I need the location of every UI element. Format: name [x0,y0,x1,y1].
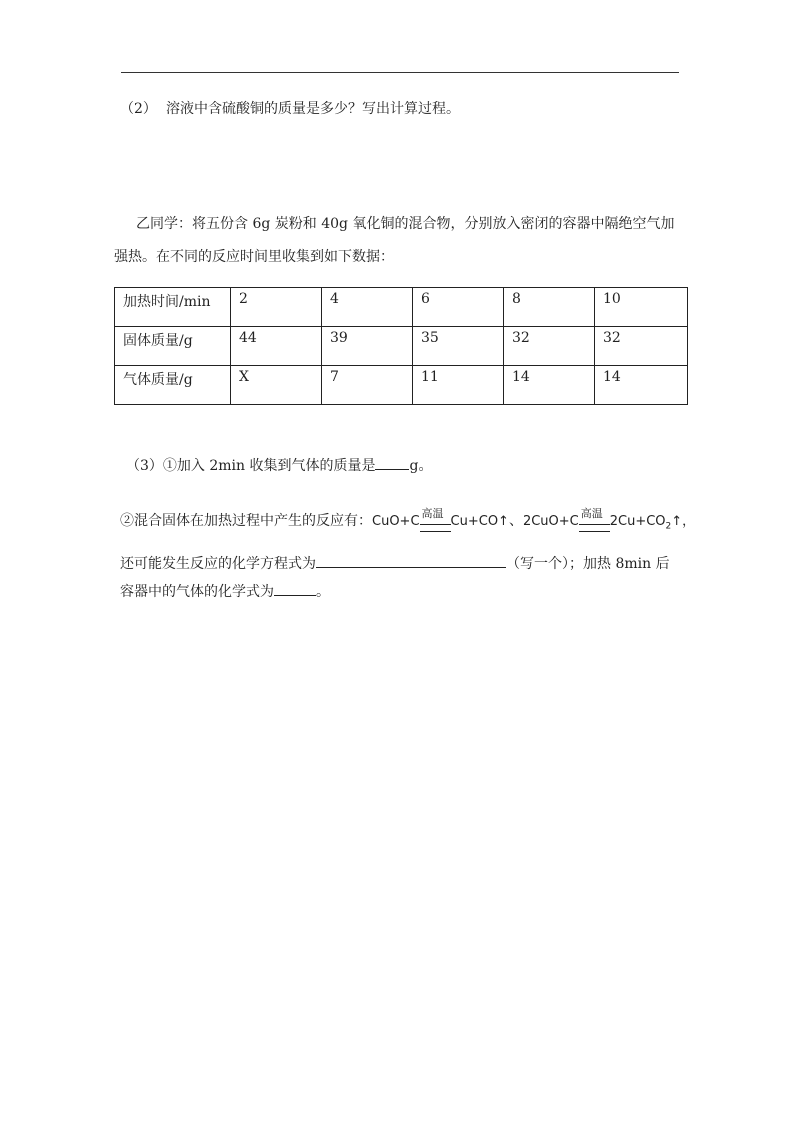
reaction-line [120,506,696,537]
reaction-2-right [609,514,696,532]
question-2-number: （2） [120,101,157,117]
answer-blank-equation[interactable] [316,553,506,568]
table-cell: 32 [595,327,688,366]
table-cell: 39 [322,327,413,366]
table-cell: 35 [413,327,504,366]
answer-blank-formula[interactable] [274,581,316,596]
answer-blank-gas-mass[interactable] [375,455,409,470]
formula-end: 。 [316,584,330,600]
table-cell: X [231,366,322,405]
question-3-text: （3）①加入 2min 收集到气体的质量是 [126,458,376,474]
table-cell: 6 [413,288,504,327]
condition-label: 高温 [421,506,444,520]
unit-text: g。 [409,458,433,474]
table-cell: 气体质量/g [115,366,231,405]
table-row [115,327,688,366]
table-cell: 44 [231,327,322,366]
table-cell: 固体质量/g [115,327,231,366]
table-cell: 14 [595,366,688,405]
table-row [115,288,688,327]
header-rule [121,72,679,73]
table-cell: 加热时间/min [115,288,231,327]
table-cell: 8 [504,288,595,327]
data-table [114,287,688,405]
intro-line-2: 强热。在不同的反应时间里收集到如下数据： [114,249,394,265]
table-cell: 2 [231,288,322,327]
equation-prompt: 还可能发生反应的化学方程式为 [120,556,316,572]
reaction-condition [579,506,610,537]
question-3-part-2 [120,553,670,574]
reaction-1-left: CuO+C [372,514,420,529]
table-cell: 11 [413,366,504,405]
table-row [115,366,688,405]
condition-label: 高温 [580,506,603,520]
question-2-text: 溶液中含硫酸铜的质量是多少？写出计算过程。 [166,101,460,117]
reaction-2-product: 2Cu+CO [609,514,666,529]
table-cell: 14 [504,366,595,405]
table-cell: 4 [322,288,413,327]
double-line-equals [579,524,610,532]
reaction-1-right: Cu+CO↑ [450,514,509,529]
reaction-intro: ②混合固体在加热过程中产生的反应有： [120,513,372,529]
formula-prompt: 容器中的气体的化学式为 [120,584,274,600]
question-2 [120,99,460,119]
table-cell: 7 [322,366,413,405]
double-line-equals [420,524,451,532]
table-cell: 32 [504,327,595,366]
intro-line-1: 乙同学：将五份含 6g 炭粉和 40g 氧化铜的混合物，分别放入密闭的容器中隔绝空气加 [136,216,675,232]
reaction-condition [420,506,451,537]
subscript: 2 [665,521,672,532]
question-3-part-1 [126,455,432,476]
reaction-2-left: 2CuO+C [522,514,579,529]
table-cell: 10 [595,288,688,327]
reaction-separator: 、 [508,513,523,529]
reaction-2-tail: ↑， [671,514,696,529]
question-3-part-3 [120,581,330,602]
equation-note: （写一个）；加热 8min 后 [506,556,670,572]
